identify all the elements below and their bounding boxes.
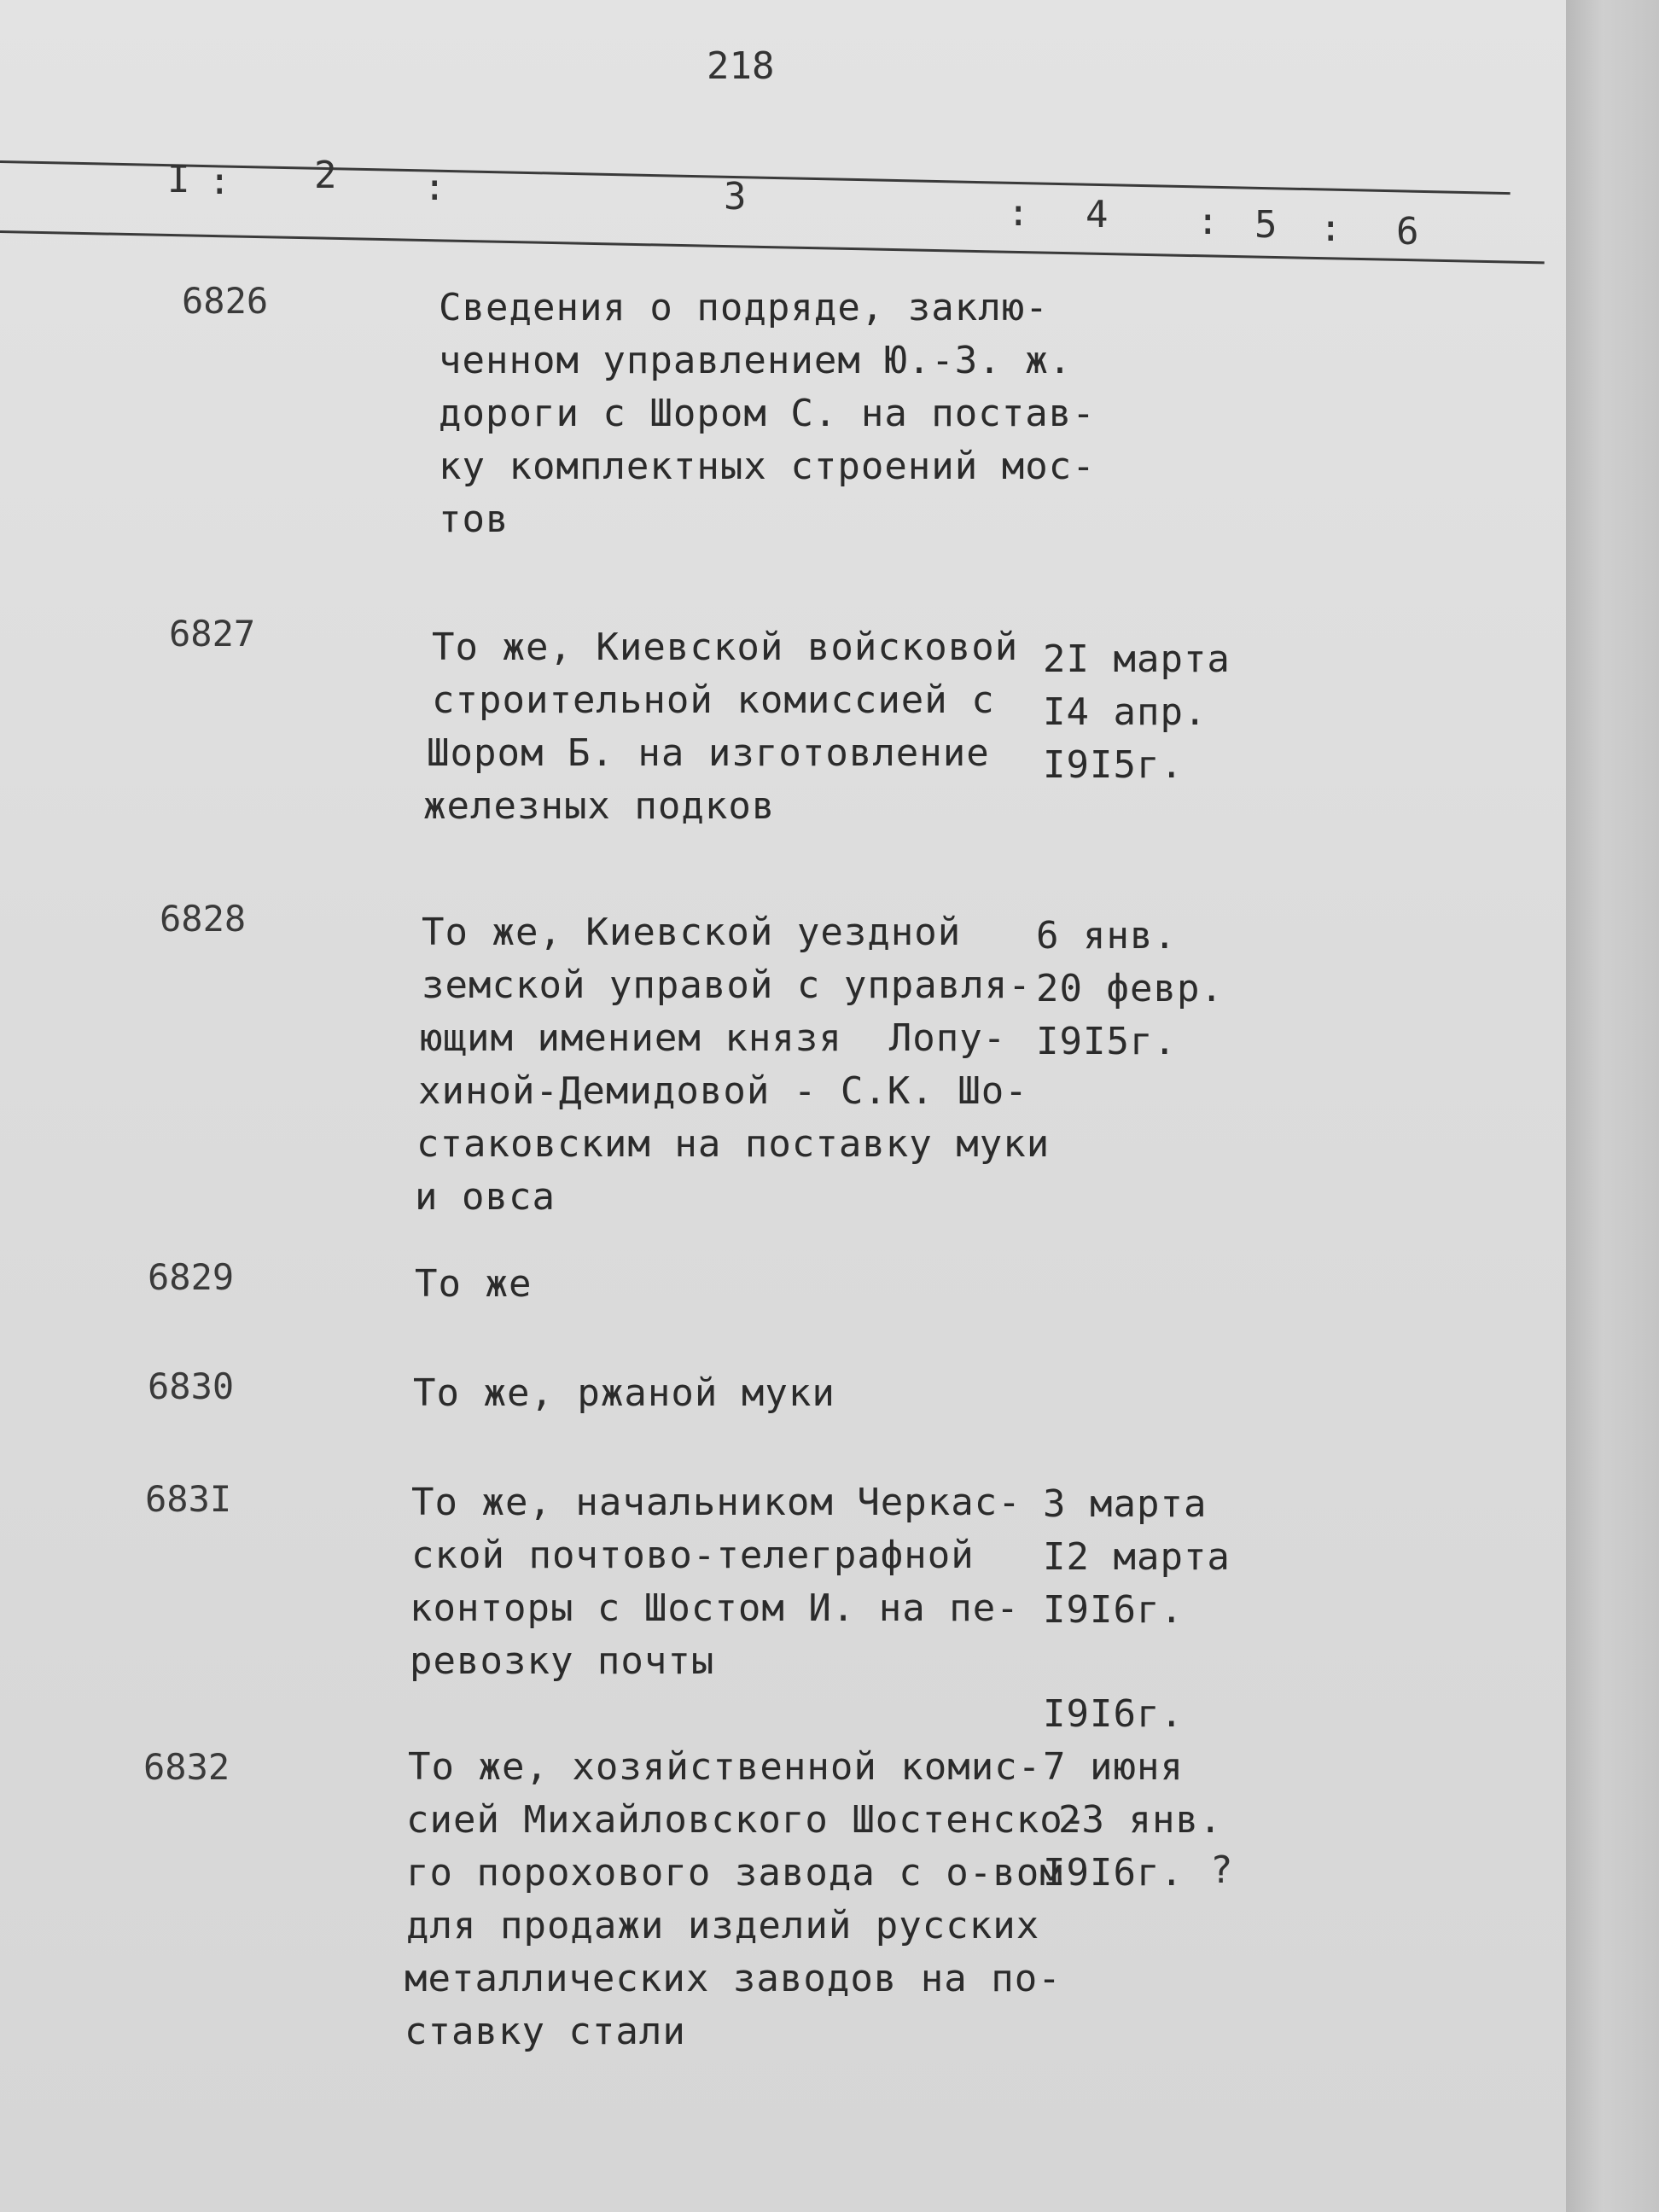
column-separator: : bbox=[423, 166, 446, 209]
entry-number: 6829 bbox=[148, 1256, 235, 1298]
entry-date: 6 янв. bbox=[1036, 914, 1177, 958]
page-edge-shadow bbox=[1566, 0, 1659, 2212]
entry-number: 6828 bbox=[160, 898, 247, 940]
entry-description-line: То же, Киевской войсковой bbox=[432, 626, 1019, 669]
entry-date: 20 февр. bbox=[1036, 967, 1224, 1010]
entry-description-line: го порохового завода с о-вом bbox=[406, 1851, 1063, 1895]
entry-description-line: железных подков bbox=[423, 784, 776, 828]
entry-description-line: хиной-Демидовой - С.К. Шо- bbox=[418, 1069, 1028, 1113]
column-header-2: 2 bbox=[314, 154, 337, 197]
entry-description-line: ку комплектных строений мос- bbox=[439, 445, 1096, 488]
entry-date: I4 апр. bbox=[1043, 690, 1208, 734]
entry-date: I9I5г. bbox=[1043, 743, 1184, 787]
query-mark: ? bbox=[1210, 1848, 1233, 1892]
entry-date: I9I6г. bbox=[1043, 1588, 1184, 1632]
entry-description-line: ревозку почты bbox=[410, 1639, 715, 1683]
entry-description-line: сией Михайловского Шостенско- bbox=[406, 1798, 1087, 1842]
entry-description-line: Шором Б. на изготовление bbox=[427, 731, 990, 775]
column-header-6: 6 bbox=[1396, 210, 1419, 253]
column-separator: : bbox=[1319, 207, 1342, 250]
entry-date: 23 янв. bbox=[1058, 1798, 1223, 1842]
entry-description-line: То же, Киевской уездной bbox=[422, 911, 962, 954]
entry-description-line: конторы с Шостом И. на пе- bbox=[410, 1586, 1020, 1630]
entry-description-line: дороги с Шором С. на постав- bbox=[439, 392, 1096, 435]
entry-description-line: ской почтово-телеграфной bbox=[411, 1534, 975, 1577]
entry-description-line: ченном управлением Ю.-З. ж. bbox=[439, 339, 1073, 382]
entry-description-line: То же, начальником Черкас- bbox=[411, 1481, 1022, 1524]
entry-description-line: ющим имением князя Лопу- bbox=[420, 1016, 1007, 1060]
entry-description-line: То же, хозяйственной комис- bbox=[408, 1745, 1042, 1789]
entry-description-line: То же bbox=[415, 1262, 533, 1306]
entry-description-line: строительной комиссией с bbox=[432, 678, 995, 722]
entry-number: 683I bbox=[145, 1478, 232, 1520]
entry-description-line: стаковским на поставку муки bbox=[416, 1122, 1051, 1166]
entry-date: I9I6г. bbox=[1043, 1692, 1184, 1736]
column-header-3: 3 bbox=[724, 175, 747, 218]
column-header-5: 5 bbox=[1254, 203, 1278, 247]
column-header-4: 4 bbox=[1086, 193, 1109, 236]
entry-date: 7 июня bbox=[1043, 1745, 1184, 1789]
entry-description-line: ставку стали bbox=[405, 2010, 686, 2053]
entry-date: 2I марта bbox=[1043, 637, 1231, 681]
page-number: 218 bbox=[707, 44, 775, 88]
entry-description-line: Сведения о подряде, заклю- bbox=[439, 286, 1049, 329]
entry-number: 6827 bbox=[169, 613, 256, 655]
entry-description-line: и овса bbox=[415, 1175, 556, 1219]
entry-number: 6832 bbox=[143, 1746, 230, 1788]
entry-date: I9I5г. bbox=[1036, 1020, 1177, 1063]
entry-number: 6830 bbox=[148, 1365, 235, 1407]
entry-number: 6826 bbox=[182, 280, 269, 322]
entry-description-line: тов bbox=[439, 498, 509, 541]
column-separator: : bbox=[1007, 191, 1030, 235]
column-header-1: I bbox=[167, 158, 190, 201]
column-separator: : bbox=[1196, 200, 1220, 243]
entry-description-line: для продажи изделий русских bbox=[406, 1904, 1040, 1947]
entry-description-line: металлических заводов на по- bbox=[405, 1957, 1062, 2000]
entry-date: I9I6г. bbox=[1043, 1851, 1184, 1895]
column-separator: : bbox=[208, 160, 231, 203]
entry-description-line: земской управой с управля- bbox=[422, 963, 1032, 1007]
entry-date: I2 марта bbox=[1043, 1535, 1231, 1579]
entry-description-line: То же, ржаной муки bbox=[413, 1371, 835, 1415]
entry-date: 3 марта bbox=[1043, 1482, 1208, 1526]
